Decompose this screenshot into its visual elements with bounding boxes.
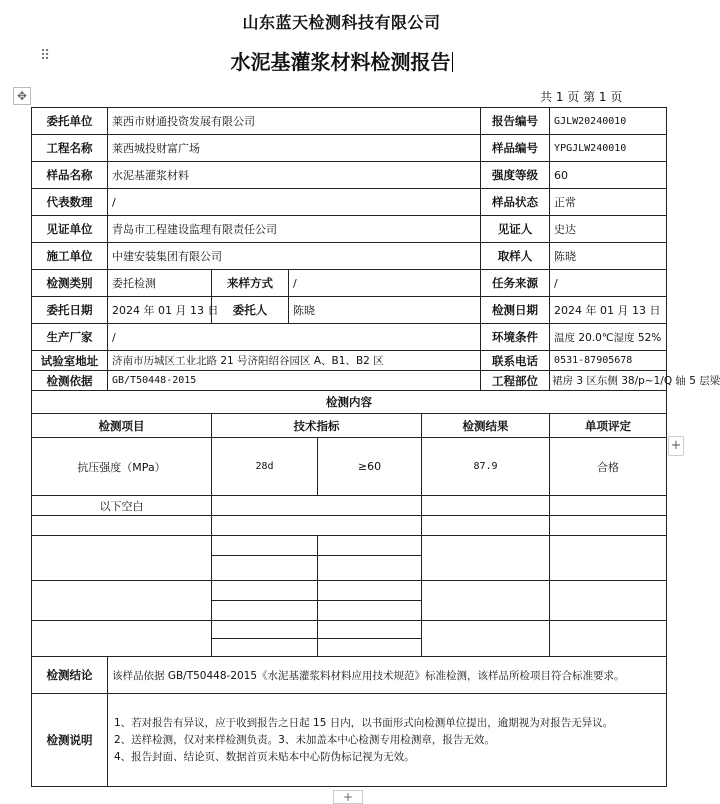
row-sample-name	[32, 162, 667, 189]
strength-label: 强度等级	[481, 162, 550, 189]
add-column-icon[interactable]: +	[668, 436, 684, 456]
report-no-value[interactable]: GJLW20240010	[550, 108, 667, 135]
sample-state-value[interactable]: 正常	[550, 189, 667, 216]
table-move-handle-icon[interactable]: ✥	[13, 87, 31, 105]
witness-label: 见证人	[481, 216, 550, 243]
empty-cell[interactable]	[550, 621, 667, 657]
lab-address-value[interactable]: 济南市历城区工业北路 21 号济阳绍谷园区 A、B1、B2 区	[108, 351, 481, 371]
row-witness-unit	[32, 216, 667, 243]
sample-no-value[interactable]: YPGJLW240010	[550, 135, 667, 162]
notes-line-3: 4、报告封面、结论页、数据首页未贴本中心防伪标记视为无效。	[114, 750, 415, 763]
task-source-label: 任务来源	[481, 270, 550, 297]
result-item[interactable]: 抗压强度（MPa）	[32, 438, 212, 496]
header-spec: 技术指标	[212, 414, 422, 438]
client-value[interactable]: 莱西市财通投资发展有限公司	[108, 108, 481, 135]
drag-handle-icon[interactable]: ⠿	[40, 48, 48, 64]
row-construction	[32, 243, 667, 270]
empty-cell[interactable]	[550, 496, 667, 516]
location-label: 工程部位	[481, 371, 550, 391]
row-manufacturer	[32, 324, 667, 351]
empty-cell[interactable]	[318, 581, 422, 601]
test-type-value[interactable]: 委托检测	[108, 270, 212, 297]
empty-cell[interactable]	[212, 639, 318, 657]
row-quantity	[32, 189, 667, 216]
manufacturer-value[interactable]: /	[108, 324, 481, 351]
report-title[interactable]	[0, 46, 683, 75]
empty-cell[interactable]	[32, 536, 212, 581]
commission-date-value[interactable]: 2024 年 01 月 13 日	[108, 297, 212, 324]
test-type-label: 检测类别	[32, 270, 108, 297]
construction-label: 施工单位	[32, 243, 108, 270]
empty-row	[32, 581, 667, 601]
location-value[interactable]: 裙房 3 区东侧 38/p~1/Q 轴 5 层梁	[550, 371, 667, 391]
project-label: 工程名称	[32, 135, 108, 162]
empty-cell[interactable]	[212, 496, 422, 516]
task-source-value[interactable]: /	[550, 270, 667, 297]
empty-cell[interactable]	[422, 496, 550, 516]
header-item: 检测项目	[32, 414, 212, 438]
row-notes	[32, 694, 667, 787]
environment-label: 环境条件	[481, 324, 550, 351]
quantity-value[interactable]: /	[108, 189, 481, 216]
text-cursor	[452, 52, 453, 72]
sample-state-label: 样品状态	[481, 189, 550, 216]
project-value[interactable]: 莱西城投财富广场	[108, 135, 481, 162]
table-row	[32, 438, 667, 496]
sample-name-label: 样品名称	[32, 162, 108, 189]
header-rating: 单项评定	[550, 414, 667, 438]
page-info: 共 1 页 第 1 页	[540, 90, 623, 104]
empty-cell[interactable]	[318, 601, 422, 621]
row-test-type	[32, 270, 667, 297]
test-date-label: 检测日期	[481, 297, 550, 324]
empty-row	[32, 621, 667, 639]
result-value[interactable]: 87.9	[422, 438, 550, 496]
commissioner-label: 委托人	[212, 297, 289, 324]
notes-line-2: 2、送样检测，仅对来样检测负责。3、未加盖本中心检测专用检测章，报告无效。	[114, 733, 495, 746]
lab-address-label: 试验室地址	[32, 351, 108, 371]
sampling-method-label: 来样方式	[212, 270, 289, 297]
empty-cell[interactable]	[318, 621, 422, 639]
empty-cell[interactable]	[212, 536, 318, 556]
witness-value[interactable]: 史达	[550, 216, 667, 243]
empty-cell[interactable]	[212, 581, 318, 601]
empty-cell[interactable]	[422, 621, 550, 657]
report-no-label: 报告编号	[481, 108, 550, 135]
row-basis	[32, 371, 667, 391]
strength-value[interactable]: 60	[550, 162, 667, 189]
empty-cell[interactable]	[422, 536, 550, 581]
company-name: 山东蓝天检测科技有限公司	[242, 13, 441, 32]
conclusion-text[interactable]: 该样品依据 GB/T50448-2015《水泥基灌浆料材料应用技术规范》标准检测，该样品所检项目符合标准要求。	[108, 657, 667, 694]
empty-cell[interactable]	[212, 621, 318, 639]
conclusion-label: 检测结论	[32, 657, 108, 694]
row-lab-address	[32, 351, 667, 371]
basis-label: 检测依据	[32, 371, 108, 391]
witness-unit-value[interactable]: 青岛市工程建设监理有限责任公司	[108, 216, 481, 243]
row-content-header	[32, 414, 667, 438]
empty-cell[interactable]	[32, 621, 212, 657]
empty-cell[interactable]	[550, 581, 667, 621]
row-commission-date	[32, 297, 667, 324]
sample-name-value[interactable]: 水泥基灌浆材料	[108, 162, 481, 189]
notes-text[interactable]	[108, 694, 667, 787]
sampler-label: 取样人	[481, 243, 550, 270]
commission-date-label: 委托日期	[32, 297, 108, 324]
phone-label: 联系电话	[481, 351, 550, 371]
empty-cell[interactable]	[422, 581, 550, 621]
result-age[interactable]: 28d	[212, 438, 318, 496]
row-client	[32, 108, 667, 135]
add-row-icon[interactable]: +	[333, 790, 363, 804]
notes-label: 检测说明	[32, 694, 108, 787]
section-title: 检测内容	[32, 391, 667, 414]
header-result: 检测结果	[422, 414, 550, 438]
witness-unit-label: 见证单位	[32, 216, 108, 243]
commissioner-value[interactable]: 陈晓	[289, 297, 481, 324]
construction-value[interactable]: 中建安装集团有限公司	[108, 243, 481, 270]
empty-cell[interactable]	[32, 516, 212, 536]
row-conclusion	[32, 657, 667, 694]
empty-row	[32, 516, 667, 536]
report-table	[31, 107, 720, 787]
sampler-value[interactable]: 陈晓	[550, 243, 667, 270]
client-label: 委托单位	[32, 108, 108, 135]
phone-value[interactable]: 0531-87905678	[550, 351, 667, 371]
empty-cell[interactable]	[212, 556, 318, 581]
empty-cell[interactable]	[212, 601, 318, 621]
empty-cell[interactable]	[318, 536, 422, 556]
empty-cell[interactable]	[550, 536, 667, 581]
quantity-label: 代表数理	[32, 189, 108, 216]
empty-cell[interactable]	[32, 581, 212, 621]
row-section-title	[32, 391, 667, 414]
sampling-method-value[interactable]: /	[289, 270, 481, 297]
empty-cell[interactable]	[550, 516, 667, 536]
result-spec[interactable]: ≥60	[318, 438, 422, 496]
empty-cell[interactable]	[422, 516, 550, 536]
blank-note[interactable]: 以下空白	[32, 496, 212, 516]
empty-cell[interactable]	[318, 556, 422, 581]
row-blank-note	[32, 496, 667, 516]
notes-line-1: 1、若对报告有异议，应于收到报告之日起 15 日内，以书面形式向检测单位提出，逾期视为对报告无异议。	[114, 716, 614, 729]
basis-value[interactable]: GB/T50448-2015	[108, 371, 481, 391]
empty-cell[interactable]	[212, 516, 422, 536]
empty-cell[interactable]	[318, 639, 422, 657]
environment-value[interactable]: 温度 20.0℃湿度 52%	[550, 324, 667, 351]
sample-no-label: 样品编号	[481, 135, 550, 162]
empty-row	[32, 536, 667, 556]
report-title-text: 水泥基灌浆材料检测报告	[230, 50, 451, 74]
result-rating[interactable]: 合格	[550, 438, 667, 496]
row-project	[32, 135, 667, 162]
test-date-value[interactable]: 2024 年 01 月 13 日	[550, 297, 667, 324]
manufacturer-label: 生产厂家	[32, 324, 108, 351]
